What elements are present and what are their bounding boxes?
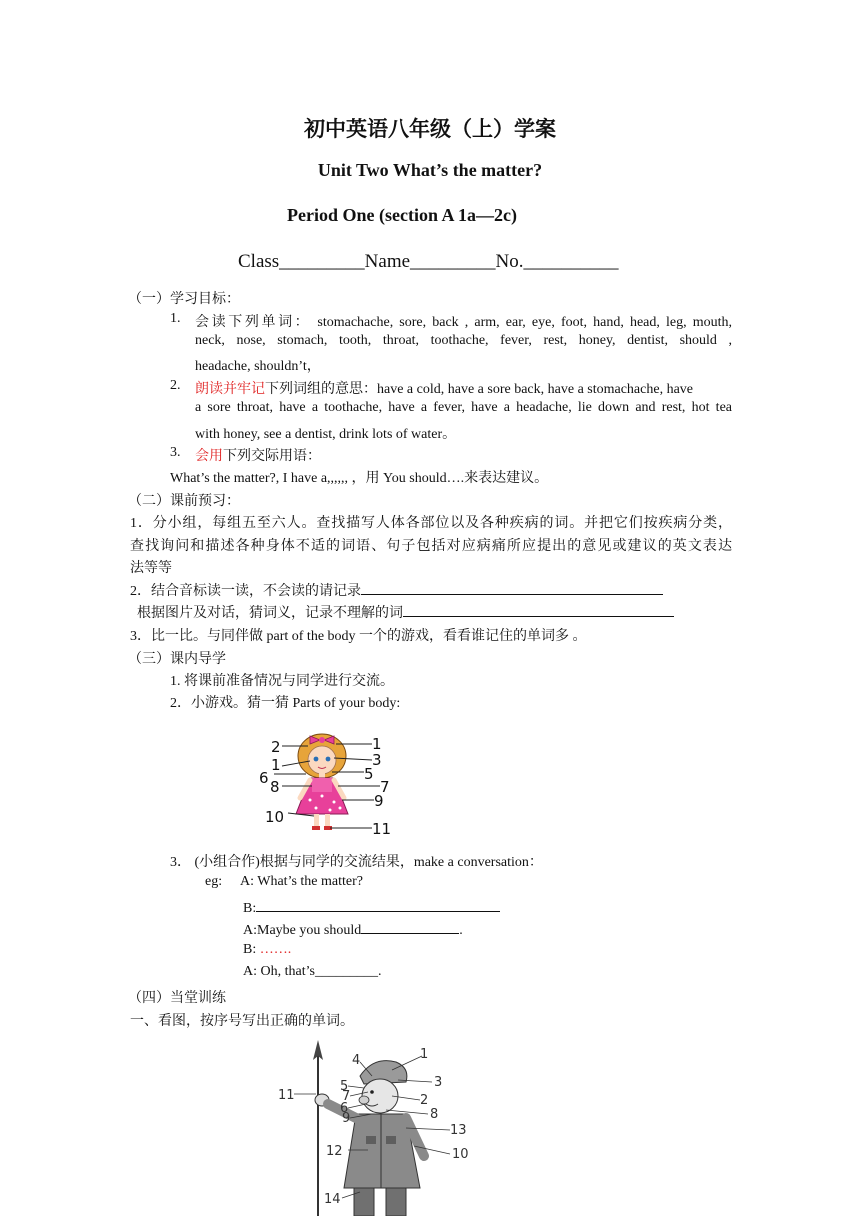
prep-2-text: 2．结合音标读一读，不会读的请记录: [130, 584, 361, 599]
girl-label-3: 3: [372, 751, 382, 769]
dialog-a2-line: [243, 919, 463, 939]
dialog-b1-line: [243, 897, 500, 917]
class-name-no-line: Class_________Name_________No.__________: [238, 251, 619, 272]
man-label-11: 11: [278, 1088, 295, 1103]
girl-label-10: 10: [265, 808, 285, 826]
girl-label-11: 11: [372, 820, 392, 838]
guide-item-2: 2．小游戏。猜一猜 Parts of your body:: [170, 696, 401, 711]
unit-title: Unit Two What’s the matter?: [317, 160, 543, 180]
dialog-b2-label: B:: [243, 942, 260, 957]
man-label-2: 2: [420, 1093, 429, 1108]
prep-1-line-3: 法等等: [130, 561, 172, 576]
prep-2-line: [130, 580, 663, 600]
girl-label-1-right: 1: [372, 735, 382, 753]
dialog-a3: A: Oh, that’s_________.: [243, 964, 382, 979]
prep-2b-text: 根据图片及对话，猜词义，记录不理解的词: [137, 606, 403, 621]
item-2-line-3: with honey, see a dentist, drink lots of water。: [195, 427, 457, 442]
item-1-line-3: headache, shouldn’t，: [195, 359, 321, 374]
prep-2-blank[interactable]: [361, 580, 663, 595]
man-label-6: 6: [340, 1101, 349, 1116]
example-label: eg:: [205, 874, 223, 889]
dialog-b2-ellipsis: …….: [259, 942, 292, 957]
dialog-a2-blank[interactable]: [361, 919, 459, 934]
item-3-line-1: [195, 445, 321, 465]
prep-1-line-1: 1．分小组，每组五至六人。查找描写人体各部位以及各种疾病的词。并把它们按疾病分类，: [130, 516, 732, 531]
section-3-heading: （三）课内导学: [128, 652, 226, 667]
document-title: 初中英语八年级（上）学案: [304, 117, 556, 141]
guide-item-3: 3． (小组合作)根据与同学的交流结果，make a conversation：: [170, 855, 543, 870]
prep-1-line-2: 查找询问和描述各种身体不适的词语、句子包括对应病痛所应提出的意见或建议的英文表达: [130, 539, 732, 554]
item-1-line-2: neck, nose, stomach, tooth, throat, toothache, fever, rest, honey, dentist, should ,: [195, 333, 732, 348]
item-1-line-1: 会读下列单词： stomachache, sore, back , arm, ear, eye, foot, hand, head, leg, mouth,: [195, 315, 732, 330]
item-2-line-2: a sore throat, have a toothache, have a fever, have a headache, lie down and rest, hot tea: [195, 400, 732, 415]
man-label-1: 1: [420, 1047, 429, 1062]
section-4-heading: （四）当堂训练: [128, 991, 226, 1006]
section-2-heading: （二）课前预习：: [128, 494, 240, 509]
man-label-8: 8: [430, 1107, 439, 1122]
item-3-red-text: 会用: [195, 449, 223, 464]
man-label-12: 12: [326, 1144, 343, 1159]
man-label-13: 13: [450, 1123, 467, 1138]
item-2-line-1-rest: 下列词组的意思：have a cold, have a sore back, have a stomachache, have: [265, 382, 694, 397]
girl-label-9: 9: [374, 792, 384, 810]
item-2-red-text: 朗读并牢记: [195, 382, 265, 397]
man-label-14: 14: [324, 1192, 341, 1207]
item-3-line-1-rest: 下列交际用语：: [223, 449, 321, 464]
exercise-1-instruction: 一、看图，按序号写出正确的单词。: [130, 1014, 354, 1029]
item-3-number: 3.: [170, 445, 181, 460]
guide-item-1: 1. 将课前准备情况与同学进行交流。: [170, 674, 394, 689]
man-label-4: 4: [352, 1053, 361, 1068]
dialog-a1: A: What’s the matter?: [240, 874, 363, 889]
girl-label-6: 6: [259, 769, 269, 787]
girl-body-parts-illustration: [252, 728, 402, 840]
item-2-line-1: [195, 378, 693, 398]
prep-2b-blank[interactable]: [403, 602, 674, 617]
section-1-heading: （一）学习目标：: [128, 292, 240, 307]
dialog-a2-end: .: [459, 923, 463, 938]
prep-3-line: 3．比一比。与同伴做 part of the body 一个的游戏，看看谁记住的单词多 。: [130, 629, 587, 644]
dialog-b2-line: [243, 942, 291, 958]
dialog-a2-text: A:Maybe you should: [243, 923, 362, 938]
man-label-7: 7: [342, 1089, 351, 1104]
man-label-5: 5: [340, 1079, 349, 1094]
girl-label-8: 8: [270, 778, 280, 796]
girl-label-5: 5: [364, 765, 374, 783]
item-1-number: 1.: [170, 311, 181, 326]
man-label-3: 3: [434, 1075, 443, 1090]
period-title: Period One (section A 1a—2c): [287, 205, 517, 225]
man-label-10: 10: [452, 1147, 469, 1162]
item-3-line-2: What’s the matter?, I have a,,,,,, ，用 You should….来表达建议。: [170, 471, 549, 486]
man-label-9: 9: [342, 1111, 351, 1126]
prep-2b-line: [137, 602, 674, 622]
item-2-number: 2.: [170, 378, 181, 393]
girl-label-2: 2: [271, 738, 281, 756]
girl-label-1-left: 1: [271, 756, 281, 774]
man-body-parts-illustration: [274, 1038, 474, 1216]
dialog-b1-blank[interactable]: [256, 897, 500, 912]
girl-label-7: 7: [380, 778, 390, 796]
dialog-b1-label: B:: [243, 901, 257, 916]
